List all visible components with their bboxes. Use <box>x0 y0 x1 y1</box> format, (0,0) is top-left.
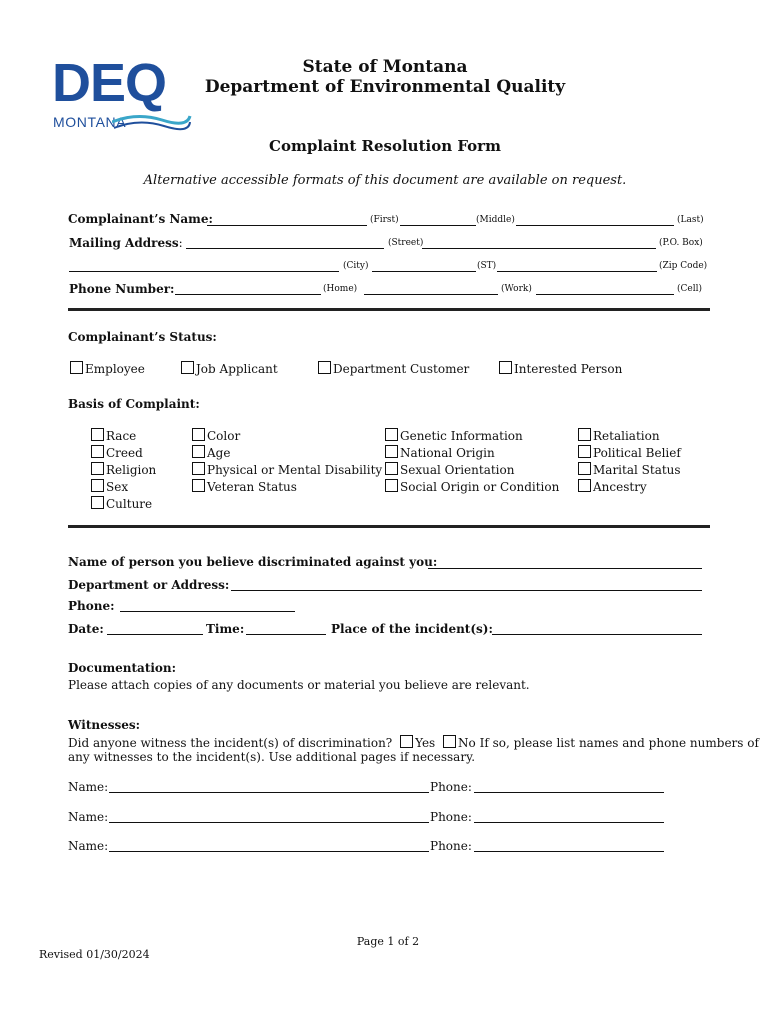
resp-phone-label: Phone: <box>68 599 115 613</box>
documentation-label: Documentation: <box>68 661 177 675</box>
no-checkbox-icon[interactable] <box>443 735 456 748</box>
basis-political[interactable]: Political Belief <box>578 445 681 460</box>
witness-phone-line[interactable] <box>474 792 664 793</box>
checkbox-icon[interactable] <box>578 428 591 441</box>
checkbox-icon[interactable] <box>385 479 398 492</box>
work-caption: (Work) <box>501 284 532 294</box>
status-interested-person[interactable]: Interested Person <box>499 361 622 376</box>
cell-phone-line[interactable] <box>536 294 674 295</box>
form-title: Complaint Resolution Form <box>269 137 501 155</box>
first-name-line[interactable] <box>207 225 367 226</box>
checkbox-icon[interactable] <box>578 479 591 492</box>
phone-number-label: Phone Number: <box>69 282 175 296</box>
city-line[interactable] <box>69 271 339 272</box>
deq-logo: DEQ <box>52 53 167 113</box>
witness-name-label: Name: <box>68 810 109 824</box>
basis-age[interactable]: Age <box>192 445 230 460</box>
status-employee[interactable]: Employee <box>70 361 145 376</box>
yes-checkbox-icon[interactable] <box>400 735 413 748</box>
status-job-applicant[interactable]: Job Applicant <box>181 361 278 376</box>
divider-1 <box>68 308 710 311</box>
checkbox-icon[interactable] <box>578 462 591 475</box>
checkbox-icon[interactable] <box>181 361 194 374</box>
checkbox-icon[interactable] <box>91 462 104 475</box>
checkbox-icon[interactable] <box>385 428 398 441</box>
zip-line[interactable] <box>497 271 657 272</box>
checkbox-icon[interactable] <box>385 462 398 475</box>
status-department-customer[interactable]: Department Customer <box>318 361 469 376</box>
checkbox-icon[interactable] <box>192 479 205 492</box>
street-line[interactable] <box>186 248 384 249</box>
checkbox-icon[interactable] <box>91 496 104 509</box>
basis-disability[interactable]: Physical or Mental Disability <box>192 462 382 477</box>
complainant-name-label: Complainant’s Name: <box>68 212 213 226</box>
basis-religion[interactable]: Religion <box>91 462 156 477</box>
divider-2 <box>68 525 710 528</box>
status-label: Complainant’s Status: <box>68 330 217 344</box>
checkbox-icon[interactable] <box>91 479 104 492</box>
place-label: Place of the incident(s): <box>331 622 493 636</box>
home-phone-line[interactable] <box>175 294 321 295</box>
yes-label: Yes <box>415 736 436 750</box>
resp-phone-line[interactable] <box>120 611 295 612</box>
basis-color[interactable]: Color <box>192 428 240 443</box>
checkbox-icon[interactable] <box>192 428 205 441</box>
checkbox-icon[interactable] <box>318 361 331 374</box>
basis-sex[interactable]: Sex <box>91 479 128 494</box>
checkbox-icon[interactable] <box>70 361 83 374</box>
state-caption: (ST) <box>477 261 497 271</box>
witness-phone-label: Phone: <box>430 839 472 853</box>
basis-label: Basis of Complaint: <box>68 397 200 411</box>
checkbox-icon[interactable] <box>91 445 104 458</box>
last-name-line[interactable] <box>516 225 674 226</box>
basis-national-origin[interactable]: National Origin <box>385 445 495 460</box>
header-title-dept: Department of Environmental Quality <box>204 77 566 97</box>
date-line[interactable] <box>107 634 203 635</box>
checkbox-icon[interactable] <box>91 428 104 441</box>
documentation-text: Please attach copies of any documents or material you believe are relevant. <box>68 678 530 692</box>
work-phone-line[interactable] <box>364 294 498 295</box>
checkbox-icon[interactable] <box>192 445 205 458</box>
checkbox-icon[interactable] <box>578 445 591 458</box>
witness-name-line[interactable] <box>109 792 429 793</box>
street-caption: (Street) <box>388 238 424 248</box>
place-line[interactable] <box>492 634 702 635</box>
witness-name-line[interactable] <box>109 822 429 823</box>
deq-logo-subtitle: MONTANA <box>53 114 127 130</box>
city-caption: (City) <box>343 261 369 271</box>
basis-veteran[interactable]: Veteran Status <box>192 479 297 494</box>
dept-line[interactable] <box>231 590 702 591</box>
accessible-note: Alternative accessible formats of this document are available on request. <box>143 173 627 188</box>
basis-creed[interactable]: Creed <box>91 445 143 460</box>
witness-name-line[interactable] <box>109 851 429 852</box>
dept-label: Department or Address: <box>68 578 230 592</box>
pobox-caption: (P.O. Box) <box>659 238 703 248</box>
basis-sexual-orientation[interactable]: Sexual Orientation <box>385 462 514 477</box>
mailing-address-label: Mailing Address <box>69 236 179 250</box>
last-caption: (Last) <box>677 215 704 225</box>
no-label: No <box>458 736 476 750</box>
basis-marital[interactable]: Marital Status <box>578 462 681 477</box>
basis-ancestry[interactable]: Ancestry <box>578 479 647 494</box>
state-line[interactable] <box>372 271 476 272</box>
date-label: Date: <box>68 622 104 636</box>
page-number: Page 1 of 2 <box>356 935 420 948</box>
wave-logo-icon <box>112 104 192 134</box>
middle-name-line[interactable] <box>400 225 476 226</box>
checkbox-icon[interactable] <box>385 445 398 458</box>
zip-caption: (Zip Code) <box>659 261 708 271</box>
basis-social-origin[interactable]: Social Origin or Condition <box>385 479 559 494</box>
witness-question: Did anyone witness the incident(s) of discrimination? Yes No If so, please list names and phone numbers of <box>68 736 759 750</box>
header-title-state: State of Montana <box>302 57 468 77</box>
middle-caption: (Middle) <box>476 215 515 225</box>
witness-phone-label: Phone: <box>430 810 472 824</box>
person-label: Name of person you believe discriminated against you: <box>68 555 438 569</box>
witness-question-line2: any witnesses to the incident(s). Use additional pages if necessary. <box>68 750 476 764</box>
checkbox-icon[interactable] <box>499 361 512 374</box>
witnesses-label: Witnesses: <box>68 718 141 732</box>
cell-caption: (Cell) <box>677 284 702 294</box>
basis-genetic[interactable]: Genetic Information <box>385 428 523 443</box>
person-line[interactable] <box>428 568 702 569</box>
basis-race[interactable]: Race <box>91 428 136 443</box>
witness-name-label: Name: <box>68 780 109 794</box>
time-label: Time: <box>206 622 245 636</box>
witness-phone-line[interactable] <box>474 851 664 852</box>
first-caption: (First) <box>370 215 399 225</box>
time-line[interactable] <box>246 634 326 635</box>
pobox-line[interactable] <box>422 248 656 249</box>
checkbox-icon[interactable] <box>192 462 205 475</box>
revised-date: Revised 01/30/2024 <box>39 948 150 961</box>
basis-culture[interactable]: Culture <box>91 496 152 511</box>
witness-name-label: Name: <box>68 839 109 853</box>
witness-phone-label: Phone: <box>430 780 472 794</box>
witness-phone-line[interactable] <box>474 822 664 823</box>
basis-retaliation[interactable]: Retaliation <box>578 428 660 443</box>
home-caption: (Home) <box>323 284 358 294</box>
